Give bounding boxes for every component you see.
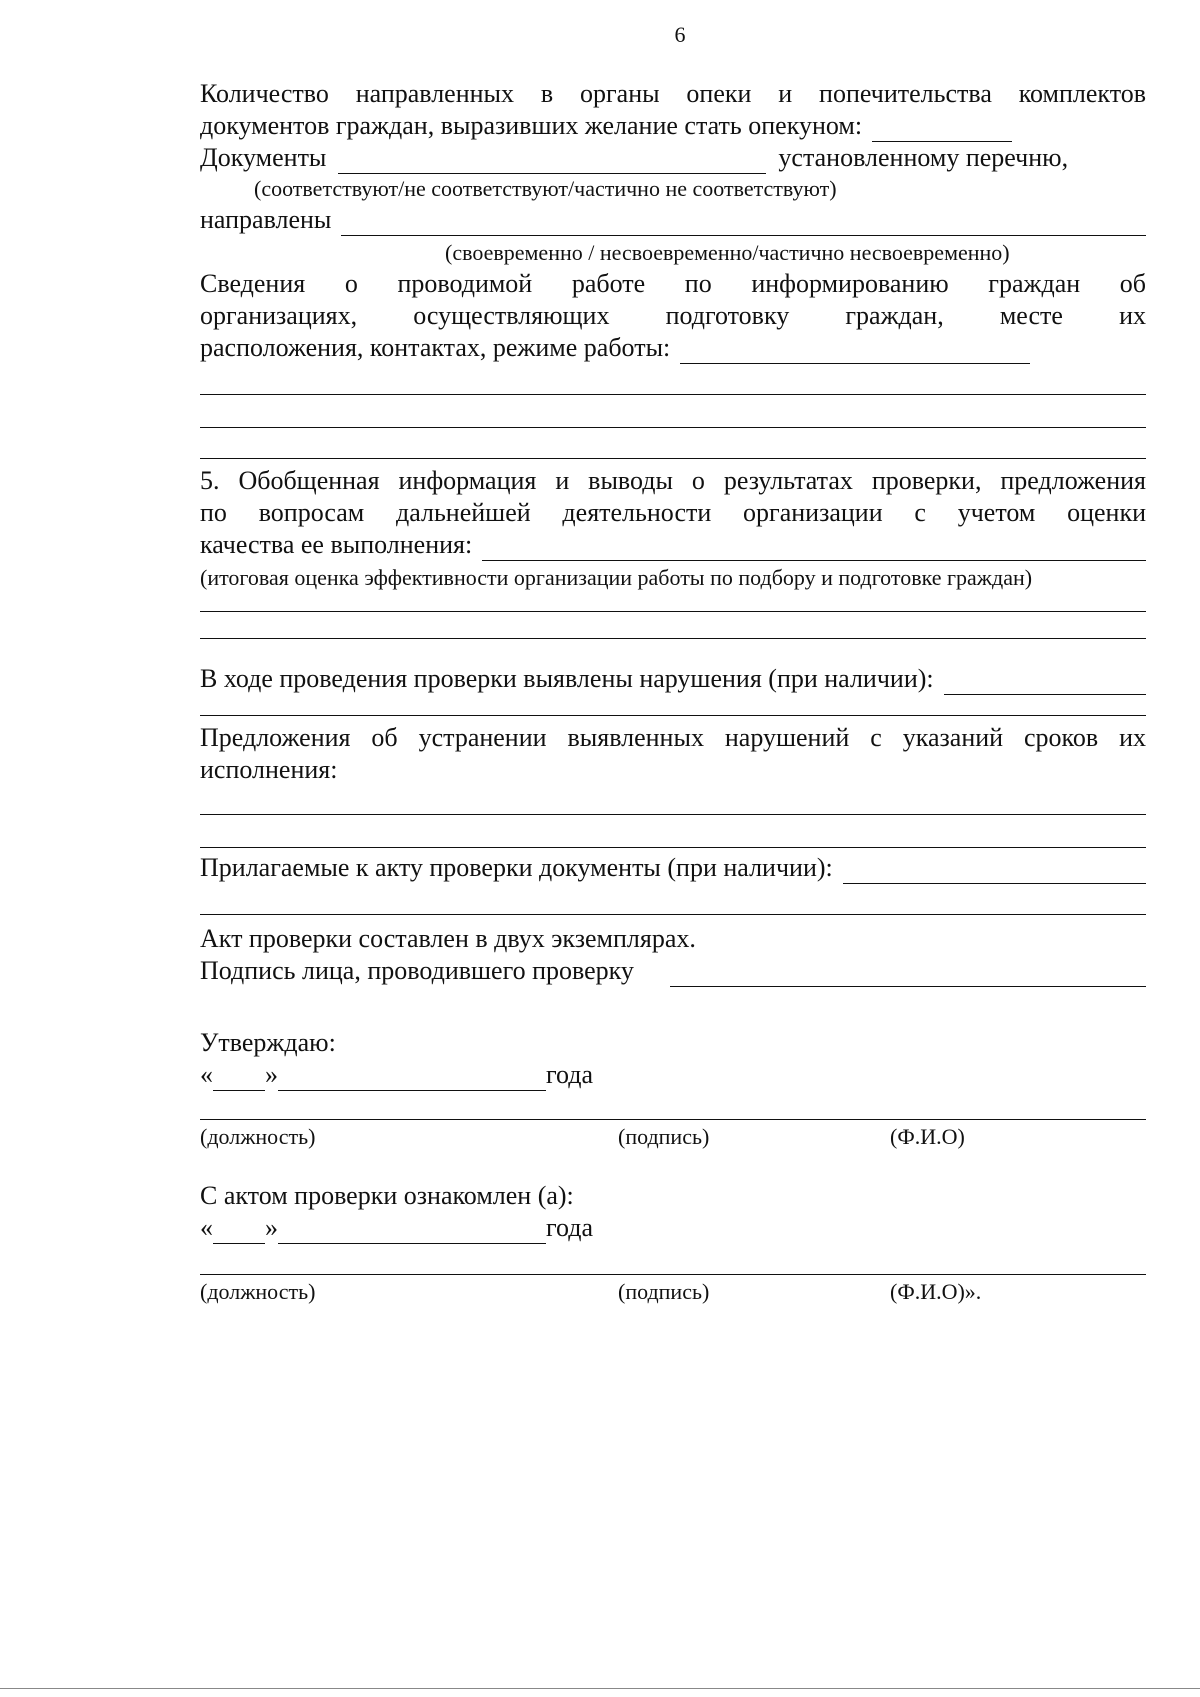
info-extra-line-2[interactable] — [200, 395, 1146, 428]
acquainted-month-field[interactable] — [278, 1219, 546, 1244]
signature-row — [200, 955, 1146, 987]
info-extra-line-3[interactable] — [200, 428, 1146, 459]
attached-label: Прилагаемые к акту проверки документы (при наличии): — [200, 853, 833, 882]
section5-hint: (итоговая оценка эффективности организации работы по подбору и подготовке граждан) — [200, 565, 1033, 590]
acquainted-year-word: года — [546, 1213, 594, 1242]
kits-row — [200, 110, 1146, 142]
docs-hint: (соответствуют/не соответствуют/частично не соответствуют) — [254, 176, 837, 201]
acquainted-day-field[interactable] — [213, 1219, 265, 1244]
copies-text: Акт проверки составлен в двух экземплярах. — [200, 924, 696, 953]
info-line-3: расположения, контактах, режиме работы: — [200, 333, 671, 362]
approve-quote-close: » — [265, 1060, 278, 1089]
acquainted-quote-open: « — [200, 1213, 213, 1242]
scan-edge-line — [0, 1688, 1200, 1689]
acquainted-date-row — [200, 1212, 1146, 1244]
docs-row — [200, 142, 1146, 174]
acquainted-caption-position: (должность) — [200, 1279, 316, 1304]
section5-line-2: по вопросам дальнейшей деятельности организации с учетом оценки — [200, 498, 1146, 527]
section5-field[interactable] — [482, 534, 1146, 561]
info-extra-line-1[interactable] — [200, 364, 1146, 395]
acquainted-caption-signature: (подпись) — [618, 1279, 710, 1304]
section5-row — [200, 529, 1146, 561]
approve-signature-line[interactable] — [200, 1091, 1146, 1120]
approve-date-row — [200, 1059, 1146, 1091]
approve-quote-open: « — [200, 1060, 213, 1089]
document-body — [200, 78, 1146, 1305]
violations-extra-line[interactable] — [200, 695, 1146, 716]
sent-row — [200, 204, 1146, 236]
sent-field[interactable] — [341, 209, 1146, 236]
sent-label: направлены — [200, 205, 332, 234]
section5-line-1: 5. Обобщенная информация и выводы о результатах проверки, предложения — [200, 466, 1146, 495]
violations-row — [200, 663, 1146, 695]
proposals-extra-line-2[interactable] — [200, 815, 1146, 848]
docs-label: Документы — [200, 143, 327, 172]
violations-field[interactable] — [944, 668, 1146, 695]
signature-field[interactable] — [670, 960, 1146, 987]
kits-line-1: Количество направленных в органы опеки и попечительства комплектов — [200, 79, 1146, 108]
page-number: 6 — [674, 22, 686, 47]
section5-line-3: качества ее выполнения: — [200, 530, 473, 559]
approve-captions — [200, 1124, 1146, 1150]
docs-suffix: установленному перечню, — [778, 143, 1069, 172]
approve-title: Утверждаю: — [200, 1028, 336, 1057]
acquainted-signature-line[interactable] — [200, 1244, 1146, 1275]
kits-line-2: документов граждан, выразивших желание стать опекуном: — [200, 111, 863, 140]
docs-status-field[interactable] — [338, 149, 766, 174]
info-row — [200, 332, 1146, 364]
approve-caption-position: (должность) — [200, 1124, 316, 1149]
approve-day-field[interactable] — [213, 1066, 265, 1091]
section5-extra-line-1[interactable] — [200, 591, 1146, 612]
proposals-line-1: Предложения об устранении выявленных нарушений с указаний сроков их — [200, 723, 1146, 752]
approve-caption-signature: (подпись) — [618, 1124, 710, 1149]
signature-label: Подпись лица, проводившего проверку — [200, 956, 634, 985]
acquainted-captions — [200, 1279, 1146, 1305]
info-field[interactable] — [680, 339, 1030, 364]
violations-label: В ходе проведения проверки выявлены нарушения (при наличии): — [200, 664, 934, 693]
acquainted-title: С актом проверки ознакомлен (а): — [200, 1181, 574, 1210]
acquainted-quote-close: » — [265, 1213, 278, 1242]
approve-year-word: года — [546, 1060, 594, 1089]
proposals-line-2: исполнения: — [200, 755, 338, 784]
attached-extra-line[interactable] — [200, 884, 1146, 915]
acquainted-caption-name: (Ф.И.О)». — [890, 1279, 982, 1304]
info-line-1: Сведения о проводимой работе по информированию граждан об — [200, 269, 1146, 298]
info-line-2: организациях, осуществляющих подготовку граждан, месте их — [200, 301, 1146, 330]
section5-extra-line-2[interactable] — [200, 612, 1146, 639]
approve-month-field[interactable] — [278, 1066, 546, 1091]
attached-row — [200, 852, 1146, 884]
sent-hint: (своевременно / несвоевременно/частично несвоевременно) — [445, 240, 1010, 265]
approve-caption-name: (Ф.И.О) — [890, 1124, 965, 1149]
attached-field[interactable] — [843, 857, 1146, 884]
proposals-extra-line-1[interactable] — [200, 786, 1146, 815]
kits-count-field[interactable] — [872, 117, 1012, 142]
